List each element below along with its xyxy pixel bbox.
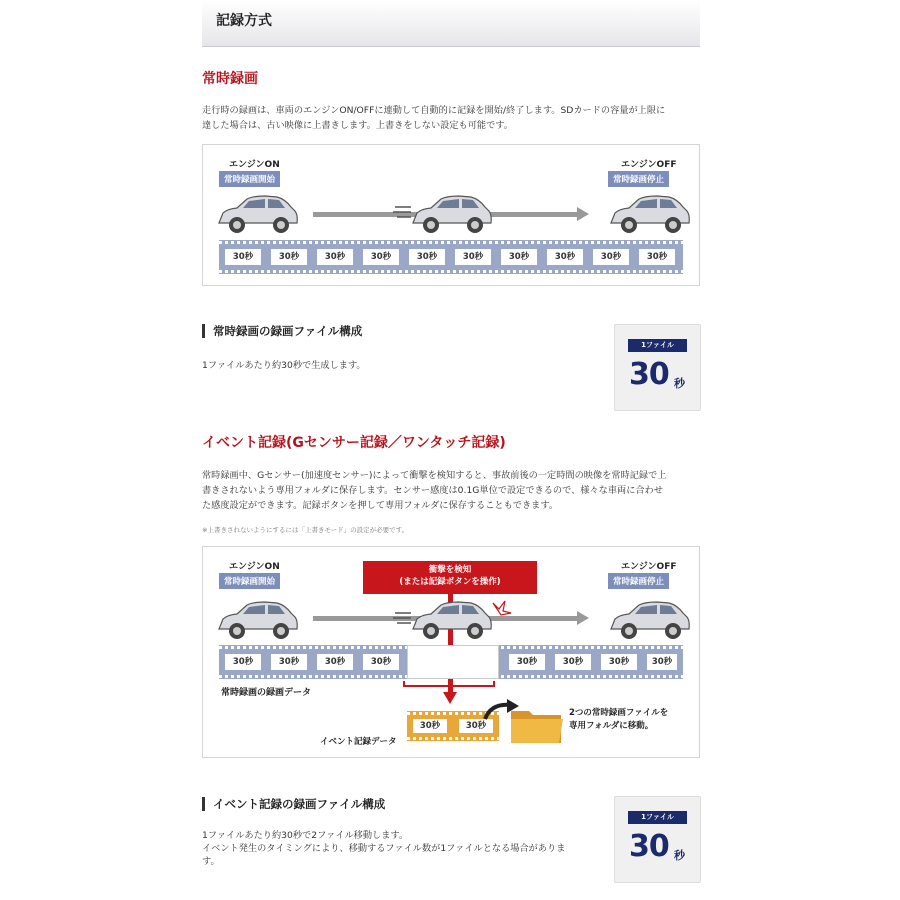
file-duration-unit: 秒 (674, 377, 685, 390)
car-icon (213, 193, 299, 237)
file-duration-unit: 秒 (674, 849, 685, 862)
segment: 30秒 (223, 652, 263, 672)
selection-bracket (403, 681, 495, 687)
parked-car-icon (605, 193, 691, 237)
segment: 30秒 (599, 652, 639, 672)
segment: 30秒 (315, 247, 355, 267)
event-segment: 30秒 (411, 717, 449, 735)
impact-car-icon (393, 599, 523, 643)
time-arrow-head (577, 611, 589, 625)
engine-on-label: エンジンON (229, 562, 280, 572)
car-icon (213, 599, 299, 643)
engine-off-label: エンジンOFF (621, 160, 677, 170)
move-description: 2つの常時録画ファイルを 専用フォルダに移動。 (569, 708, 669, 731)
recording-stop-pill: 常時録画停止 (608, 573, 669, 589)
segment: 30秒 (507, 652, 547, 672)
event-segment: 30秒 (457, 717, 495, 735)
segment: 30秒 (591, 247, 631, 267)
segment: 30秒 (637, 247, 677, 267)
segment: 30秒 (499, 247, 539, 267)
event-recording-diagram (202, 546, 700, 758)
file-tag: 1ファイル (628, 339, 687, 352)
segment: 30秒 (361, 652, 401, 672)
folder-icon (509, 705, 565, 745)
segment: 30秒 (545, 247, 585, 267)
file-tag: 1ファイル (628, 811, 687, 824)
section-header (202, 0, 700, 47)
engine-off-label: エンジンOFF (621, 562, 677, 572)
segment: 30秒 (553, 652, 593, 672)
down-arrow-head (443, 692, 457, 704)
event-data-label: イベント記録データ (320, 737, 397, 747)
segment: 30秒 (407, 247, 447, 267)
event-file-config-heading: イベント記録の録画ファイル構成 (202, 797, 385, 811)
event-recording-heading: イベント記録(Gセンサー記録／ワンタッチ記録) (202, 435, 506, 451)
always-recording-diagram (202, 144, 700, 286)
strip-label: 常時録画の録画データ (221, 688, 312, 698)
recording-film-strip (219, 240, 683, 274)
segment: 30秒 (269, 652, 309, 672)
impact-line-2: (または記録ボタンを操作) (399, 577, 501, 587)
segment: 30秒 (361, 247, 401, 267)
always-recording-description: 走行時の録画は、車両のエンジンON/OFFに連動して自動的に記録を開始/終了します。SDカードの容量が上限に 達した場合は、古い映像に上書きします。上書きをしない設定も可能です。 (202, 105, 666, 131)
time-arrow-head (577, 207, 589, 221)
file-duration-badge (614, 796, 701, 883)
overwrite-note: ※上書きされないようにするには「上書きモード」の設定が必要です。 (202, 526, 409, 534)
extracted-gap (407, 645, 499, 679)
segment: 30秒 (645, 652, 679, 672)
segment: 30秒 (223, 247, 263, 267)
recording-stop-pill: 常時録画停止 (608, 171, 669, 187)
recording-film-strip (219, 645, 683, 679)
always-file-config-text: 1ファイルあたり約30秒で生成します。 (202, 360, 366, 371)
segment: 30秒 (315, 652, 355, 672)
event-recording-description: 常時録画中、Gセンサー(加速度センサー)によって衝撃を検知すると、事故前後の一定時間の映像を常時記録で上 書きされないよう専用フォルダに保存します。センサー感度は0.1G単位で設定できるので、様々な車両に合わせ た感度設定ができます。記録ボタンを押して専用フォルダに保存することもできます。 (202, 470, 667, 511)
recording-start-pill: 常時録画開始 (219, 573, 280, 589)
always-recording-heading: 常時録画 (202, 71, 258, 87)
impact-line-1: 衝撃を検知 (428, 565, 472, 575)
parked-car-icon (605, 599, 691, 643)
segment: 30秒 (453, 247, 493, 267)
always-file-config-heading: 常時録画の録画ファイル構成 (202, 324, 362, 338)
engine-on-label: エンジンON (229, 160, 280, 170)
moving-car-icon (393, 193, 493, 237)
segment: 30秒 (269, 247, 309, 267)
event-file-config-text: 1ファイルあたり約30秒で2ファイル移動します。 イベント発生のタイミングにより、移動するファイル数が1ファイルとなる場合がありま す。 (202, 830, 566, 867)
page-title: 記録方式 (216, 13, 272, 29)
file-duration-number: 30 (629, 829, 669, 864)
recording-start-pill: 常時録画開始 (219, 171, 280, 187)
file-duration-number: 30 (629, 357, 669, 392)
impact-detected-box (363, 561, 537, 594)
file-duration-badge (614, 324, 701, 411)
